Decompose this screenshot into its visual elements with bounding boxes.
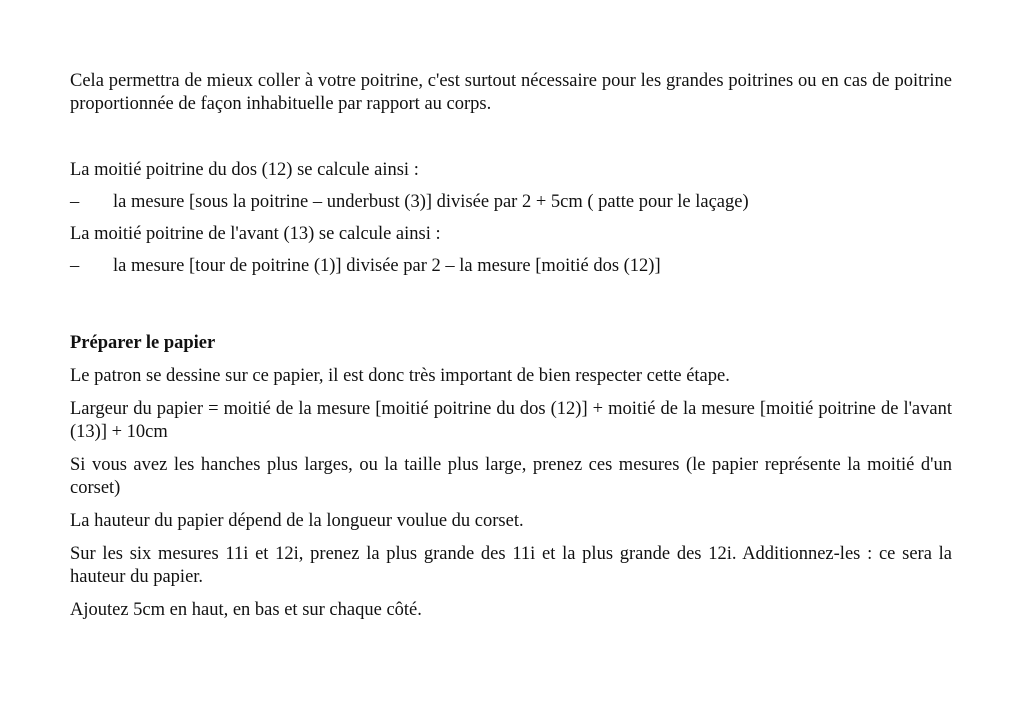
- back-calc-bullet-text: la mesure [sous la poitrine – underbust (3)] divisée par 2 + 5cm ( patte pour le laçage): [113, 192, 749, 212]
- section-paragraph: Ajoutez 5cm en haut, en bas et sur chaque côté.: [70, 600, 422, 620]
- back-calc-bullet: [70, 191, 952, 214]
- front-calc-label: La moitié poitrine de l'avant (13) se calcule ainsi :: [70, 224, 441, 244]
- dash-marker: –: [70, 256, 80, 276]
- front-calc-bullet: [70, 255, 952, 278]
- section-paragraph: Sur les six mesures 11i et 12i, prenez la plus grande des 11i et la plus grande des 12i. Additionnez-les : ce sera la hauteur du papier.: [70, 544, 952, 587]
- back-calc-label: La moitié poitrine du dos (12) se calcule ainsi :: [70, 160, 419, 180]
- section-paragraph: Le patron se dessine sur ce papier, il est donc très important de bien respecter cette étape.: [70, 366, 730, 386]
- dash-marker: –: [70, 192, 80, 212]
- section-paragraph: Si vous avez les hanches plus larges, ou la taille plus large, prenez ces mesures (le papier représente la moitié d'un corset): [70, 455, 952, 498]
- section-paragraph: Largeur du papier = moitié de la mesure [moitié poitrine du dos (12)] + moitié de la mesure [moitié poitrine de l'avant (13)] + 10cm: [70, 399, 952, 442]
- front-calc-bullet-text: la mesure [tour de poitrine (1)] divisée par 2 – la mesure [moitié dos (12)]: [113, 256, 661, 276]
- spacer: [70, 287, 952, 332]
- section-heading: Préparer le papier: [70, 333, 216, 353]
- document-page: [70, 70, 952, 632]
- section-paragraph: La hauteur du papier dépend de la longueur voulue du corset.: [70, 511, 524, 531]
- intro-paragraph: Cela permettra de mieux coller à votre poitrine, c'est surtout nécessaire pour les grandes poitrines ou en cas de poitrine proportionnée de façon inhabituelle par rapport au corps.: [70, 71, 952, 114]
- spacer: [70, 126, 952, 159]
